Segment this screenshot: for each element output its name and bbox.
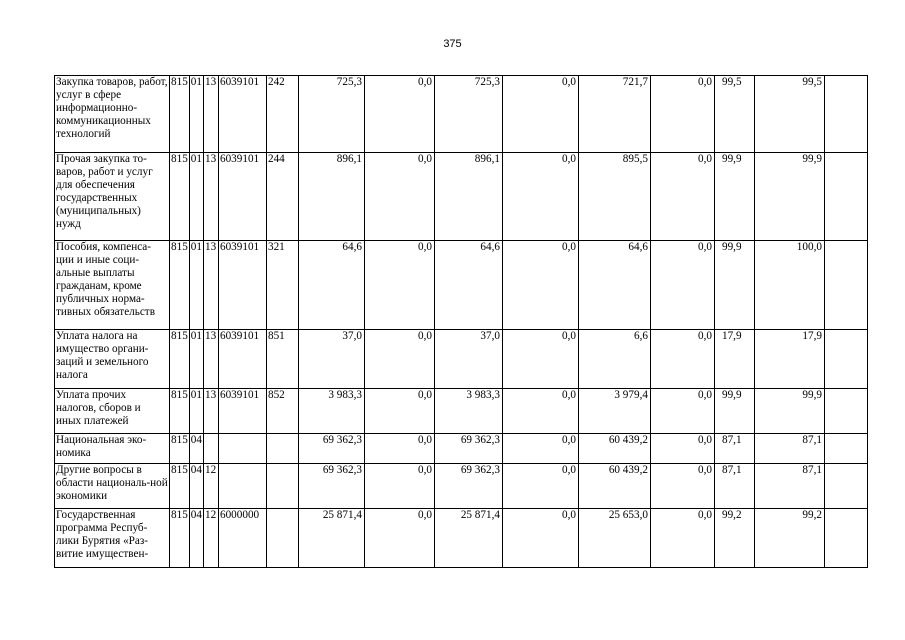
value-cell: 0,0 bbox=[650, 509, 714, 568]
value-cell: 0,0 bbox=[502, 330, 578, 389]
value-cell: 25 871,4 bbox=[434, 509, 502, 568]
value-cell: 60 439,2 bbox=[578, 434, 650, 464]
value-cell: 0,0 bbox=[650, 434, 714, 464]
value-cell: 725,3 bbox=[298, 76, 364, 153]
value-cell: 69 362,3 bbox=[434, 434, 502, 464]
vr-code: 852 bbox=[266, 389, 298, 434]
value-cell: 0,0 bbox=[650, 330, 714, 389]
value-cell: 69 362,3 bbox=[298, 434, 364, 464]
vr-code: 244 bbox=[266, 153, 298, 241]
vr-code bbox=[266, 434, 298, 464]
pr-code: 13 bbox=[203, 389, 218, 434]
percent-cell bbox=[824, 389, 867, 434]
glava-code: 815 bbox=[170, 434, 190, 464]
csr-code: 6039101 bbox=[218, 153, 266, 241]
percent-cell: 99,5 bbox=[714, 76, 754, 153]
value-cell: 69 362,3 bbox=[298, 464, 364, 509]
vr-code bbox=[266, 464, 298, 509]
glava-code: 815 bbox=[170, 509, 190, 568]
value-cell: 0,0 bbox=[364, 434, 434, 464]
row-name: Закупка товаров, работ, услуг в сфере информационно-коммуникационных технологий bbox=[55, 76, 170, 153]
budget-table bbox=[54, 75, 868, 568]
csr-code: 6039101 bbox=[218, 330, 266, 389]
pr-code: 13 bbox=[203, 241, 218, 330]
row-name: Национальная эко-номика bbox=[55, 434, 170, 464]
rz-code: 01 bbox=[189, 241, 203, 330]
page-number: 375 bbox=[443, 38, 462, 50]
pr-code: 13 bbox=[203, 76, 218, 153]
percent-cell bbox=[824, 464, 867, 509]
value-cell: 64,6 bbox=[434, 241, 502, 330]
value-cell: 3 979,4 bbox=[578, 389, 650, 434]
rz-code: 01 bbox=[189, 76, 203, 153]
percent-cell bbox=[824, 241, 867, 330]
value-cell: 896,1 bbox=[434, 153, 502, 241]
percent-cell: 87,1 bbox=[754, 464, 824, 509]
value-cell: 0,0 bbox=[364, 330, 434, 389]
percent-cell: 100,0 bbox=[754, 241, 824, 330]
percent-cell: 99,9 bbox=[714, 241, 754, 330]
csr-code bbox=[218, 464, 266, 509]
glava-code: 815 bbox=[170, 389, 190, 434]
row-name: Прочая закупка то-варов, работ и услуг для обеспечения государственных (муниципальных) нужд bbox=[55, 153, 170, 241]
percent-cell: 99,2 bbox=[714, 509, 754, 568]
percent-cell: 99,9 bbox=[754, 153, 824, 241]
value-cell: 896,1 bbox=[298, 153, 364, 241]
percent-cell: 87,1 bbox=[754, 434, 824, 464]
value-cell: 0,0 bbox=[364, 241, 434, 330]
percent-cell: 99,9 bbox=[714, 389, 754, 434]
rz-code: 04 bbox=[189, 509, 203, 568]
value-cell: 0,0 bbox=[650, 241, 714, 330]
vr-code bbox=[266, 509, 298, 568]
pr-code: 13 bbox=[203, 153, 218, 241]
rz-code: 01 bbox=[189, 330, 203, 389]
value-cell: 37,0 bbox=[434, 330, 502, 389]
value-cell: 895,5 bbox=[578, 153, 650, 241]
rz-code: 01 bbox=[189, 389, 203, 434]
rz-code: 04 bbox=[189, 464, 203, 509]
value-cell: 64,6 bbox=[578, 241, 650, 330]
value-cell: 0,0 bbox=[650, 464, 714, 509]
table-row bbox=[55, 76, 868, 153]
value-cell: 0,0 bbox=[502, 434, 578, 464]
percent-cell bbox=[824, 434, 867, 464]
percent-cell: 17,9 bbox=[714, 330, 754, 389]
rz-code: 04 bbox=[189, 434, 203, 464]
percent-cell: 17,9 bbox=[754, 330, 824, 389]
percent-cell: 87,1 bbox=[714, 464, 754, 509]
glava-code: 815 bbox=[170, 330, 190, 389]
pr-code: 12 bbox=[203, 464, 218, 509]
row-name: Государственная программа Респуб-лики Бурятия «Раз-витие имуществен- bbox=[55, 509, 170, 568]
row-name: Уплата налога на имущество органи-заций и земельного налога bbox=[55, 330, 170, 389]
value-cell: 0,0 bbox=[364, 76, 434, 153]
pr-code: 12 bbox=[203, 509, 218, 568]
glava-code: 815 bbox=[170, 464, 190, 509]
value-cell: 3 983,3 bbox=[298, 389, 364, 434]
percent-cell: 87,1 bbox=[714, 434, 754, 464]
csr-code: 6039101 bbox=[218, 241, 266, 330]
value-cell: 0,0 bbox=[364, 153, 434, 241]
percent-cell bbox=[824, 76, 867, 153]
glava-code: 815 bbox=[170, 76, 190, 153]
value-cell: 0,0 bbox=[364, 464, 434, 509]
value-cell: 60 439,2 bbox=[578, 464, 650, 509]
percent-cell bbox=[824, 509, 867, 568]
percent-cell: 99,2 bbox=[754, 509, 824, 568]
value-cell: 64,6 bbox=[298, 241, 364, 330]
glava-code: 815 bbox=[170, 241, 190, 330]
table-row bbox=[55, 389, 868, 434]
value-cell: 0,0 bbox=[502, 509, 578, 568]
pr-code bbox=[203, 434, 218, 464]
value-cell: 37,0 bbox=[298, 330, 364, 389]
value-cell: 0,0 bbox=[364, 389, 434, 434]
value-cell: 69 362,3 bbox=[434, 464, 502, 509]
csr-code bbox=[218, 434, 266, 464]
percent-cell bbox=[824, 153, 867, 241]
row-name: Уплата прочих налогов, сборов и иных платежей bbox=[55, 389, 170, 434]
value-cell: 721,7 bbox=[578, 76, 650, 153]
table-row bbox=[55, 434, 868, 464]
table-row bbox=[55, 509, 868, 568]
value-cell: 0,0 bbox=[502, 389, 578, 434]
value-cell: 0,0 bbox=[502, 464, 578, 509]
percent-cell: 99,9 bbox=[754, 389, 824, 434]
row-name: Пособия, компенса-ции и иные соци-альные выплаты гражданам, кроме публичных норма-тивных обязательств bbox=[55, 241, 170, 330]
table-row bbox=[55, 241, 868, 330]
value-cell: 25 871,4 bbox=[298, 509, 364, 568]
value-cell: 0,0 bbox=[502, 241, 578, 330]
rz-code: 01 bbox=[189, 153, 203, 241]
row-name: Другие вопросы в области националь-ной экономики bbox=[55, 464, 170, 509]
value-cell: 0,0 bbox=[650, 389, 714, 434]
value-cell: 0,0 bbox=[502, 76, 578, 153]
value-cell: 25 653,0 bbox=[578, 509, 650, 568]
percent-cell: 99,5 bbox=[754, 76, 824, 153]
value-cell: 725,3 bbox=[434, 76, 502, 153]
value-cell: 0,0 bbox=[364, 509, 434, 568]
table-row bbox=[55, 464, 868, 509]
vr-code: 242 bbox=[266, 76, 298, 153]
percent-cell bbox=[824, 330, 867, 389]
csr-code: 6000000 bbox=[218, 509, 266, 568]
pr-code: 13 bbox=[203, 330, 218, 389]
value-cell: 0,0 bbox=[650, 153, 714, 241]
glava-code: 815 bbox=[170, 153, 190, 241]
value-cell: 6,6 bbox=[578, 330, 650, 389]
table-row bbox=[55, 330, 868, 389]
csr-code: 6039101 bbox=[218, 76, 266, 153]
table-row bbox=[55, 153, 868, 241]
value-cell: 0,0 bbox=[650, 76, 714, 153]
vr-code: 851 bbox=[266, 330, 298, 389]
percent-cell: 99,9 bbox=[714, 153, 754, 241]
value-cell: 0,0 bbox=[502, 153, 578, 241]
csr-code: 6039101 bbox=[218, 389, 266, 434]
value-cell: 3 983,3 bbox=[434, 389, 502, 434]
vr-code: 321 bbox=[266, 241, 298, 330]
